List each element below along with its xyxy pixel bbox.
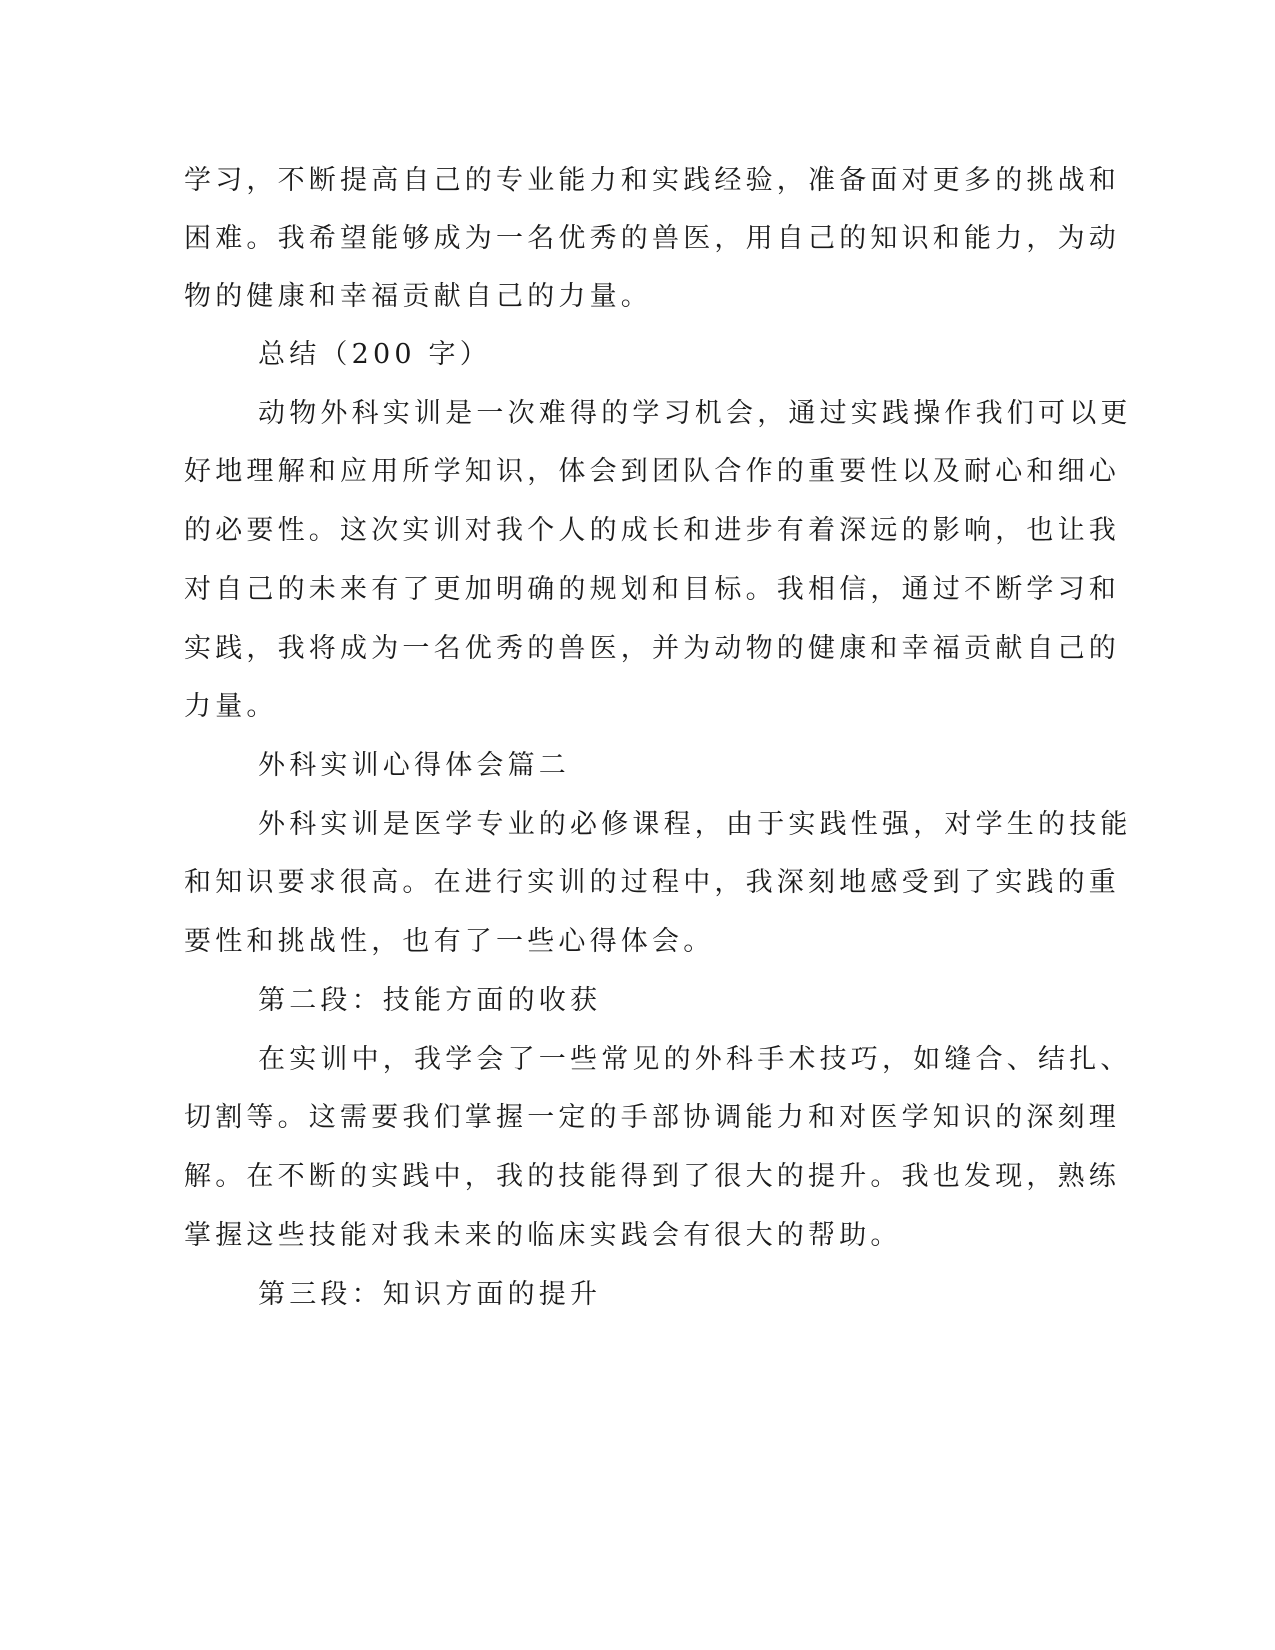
body-line: 外科实训是医学专业的必修课程，由于实践性强，对学生的技能 — [258, 809, 1132, 840]
body-line: 动物外科实训是一次难得的学习机会，通过实践操作我们可以更 — [258, 398, 1132, 429]
body-line: 对自己的未来有了更加明确的规划和目标。我相信，通过不断学习和 — [184, 574, 1120, 605]
body-line: 好地理解和应用所学知识，体会到团队合作的重要性以及耐心和细心 — [184, 456, 1120, 487]
body-line: 解。在不断的实践中，我的技能得到了很大的提升。我也发现，熟练 — [184, 1161, 1120, 1192]
section-heading-knowledge: 第三段：知识方面的提升 — [258, 1279, 602, 1310]
body-line: 物的健康和幸福贡献自己的力量。 — [184, 281, 652, 312]
body-line: 和知识要求很高。在进行实训的过程中，我深刻地感受到了实践的重 — [184, 867, 1120, 898]
body-line: 力量。 — [184, 691, 278, 722]
body-line: 学习，不断提高自己的专业能力和实践经验，准备面对更多的挑战和 — [184, 165, 1120, 196]
body-line: 掌握这些技能对我未来的临床实践会有很大的帮助。 — [184, 1220, 902, 1251]
body-line: 实践，我将成为一名优秀的兽医，并为动物的健康和幸福贡献自己的 — [184, 633, 1120, 664]
body-line: 要性和挑战性，也有了一些心得体会。 — [184, 926, 715, 957]
body-line: 困难。我希望能够成为一名优秀的兽医，用自己的知识和能力，为动 — [184, 223, 1120, 254]
article-title-part-two: 外科实训心得体会篇二 — [258, 750, 570, 781]
body-line: 的必要性。这次实训对我个人的成长和进步有着深远的影响，也让我 — [184, 515, 1120, 546]
body-line: 在实训中，我学会了一些常见的外科手术技巧，如缝合、结扎、 — [258, 1044, 1132, 1075]
section-heading-summary: 总结（200 字） — [258, 339, 491, 370]
section-heading-skills: 第二段：技能方面的收获 — [258, 985, 602, 1016]
body-line: 切割等。这需要我们掌握一定的手部协调能力和对医学知识的深刻理 — [184, 1102, 1120, 1133]
